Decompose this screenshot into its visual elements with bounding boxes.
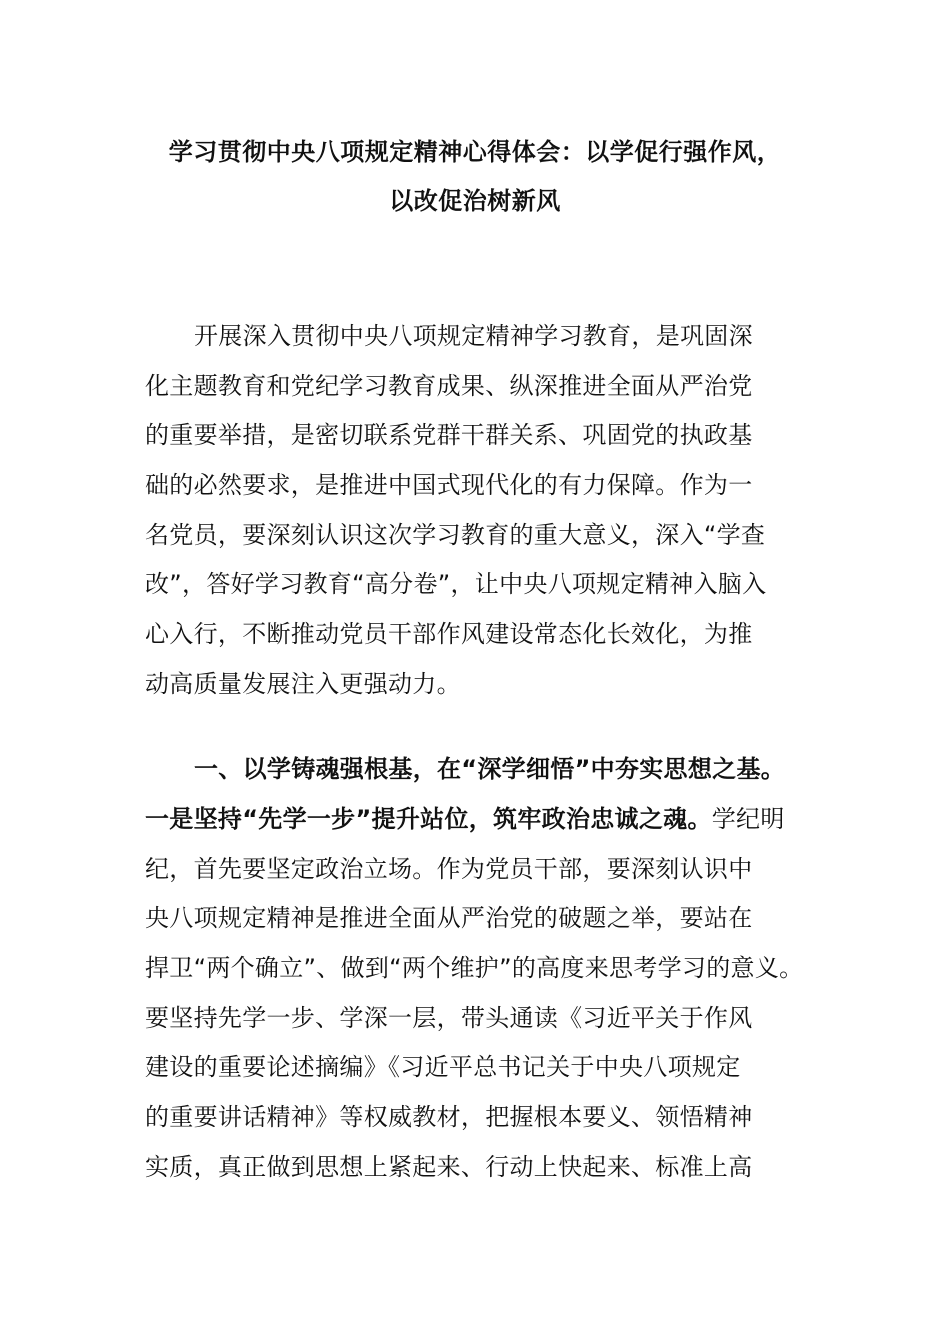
section-1-subheading-line	[145, 803, 785, 835]
intro-line: 动高质量发展注入更强动力。	[145, 670, 461, 698]
section-1-subheading-tail: 学纪明	[711, 805, 785, 833]
section-1-heading: 一、以学铸魂强根基，在“深学细悟”中夯实思想之基。	[194, 755, 786, 783]
section-1-line: 央八项规定精神是推进全面从严治党的破题之举，要站在	[145, 904, 753, 932]
intro-line: 心入行，不断推动党员干部作风建设常态化长效化，为推	[145, 620, 753, 648]
intro-line: 开展深入贯彻中央八项规定精神学习教育，是巩固深	[194, 322, 753, 350]
section-1-line: 的重要讲话精神》等权威教材，把握根本要义、领悟精神	[145, 1103, 753, 1131]
section-1-line: 实质，真正做到思想上紧起来、行动上快起来、标准上高	[145, 1153, 753, 1181]
section-1-subheading: 一是坚持“先学一步”提升站位，筑牢政治忠诚之魂。	[145, 805, 712, 833]
document-title-line-1: 学习贯彻中央八项规定精神心得体会：以学促行强作风，	[168, 138, 782, 166]
section-1-line: 纪，首先要坚定政治立场。作为党员干部，要深刻认识中	[145, 855, 753, 883]
intro-line: 改”，答好学习教育“高分卷”，让中央八项规定精神入脑入	[145, 570, 767, 598]
document-title-line-2: 以改促治树新风	[389, 187, 561, 215]
section-1-line: 捍卫“两个确立”、做到“两个维护”的高度来思考学习的意义。	[145, 954, 804, 982]
intro-line: 名党员，要深刻认识这次学习教育的重大意义，深入“学查	[145, 521, 766, 549]
section-1-line: 建设的重要论述摘编》《习近平总书记关于中央八项规定	[145, 1053, 741, 1081]
section-1-line: 要坚持先学一步、学深一层，带头通读《习近平关于作风	[145, 1004, 753, 1032]
intro-line: 化主题教育和党纪学习教育成果、纵深推进全面从严治党	[145, 372, 753, 400]
intro-line: 础的必然要求，是推进中国式现代化的有力保障。作为一	[145, 471, 753, 499]
intro-line: 的重要举措，是密切联系党群干群关系、巩固党的执政基	[145, 421, 753, 449]
